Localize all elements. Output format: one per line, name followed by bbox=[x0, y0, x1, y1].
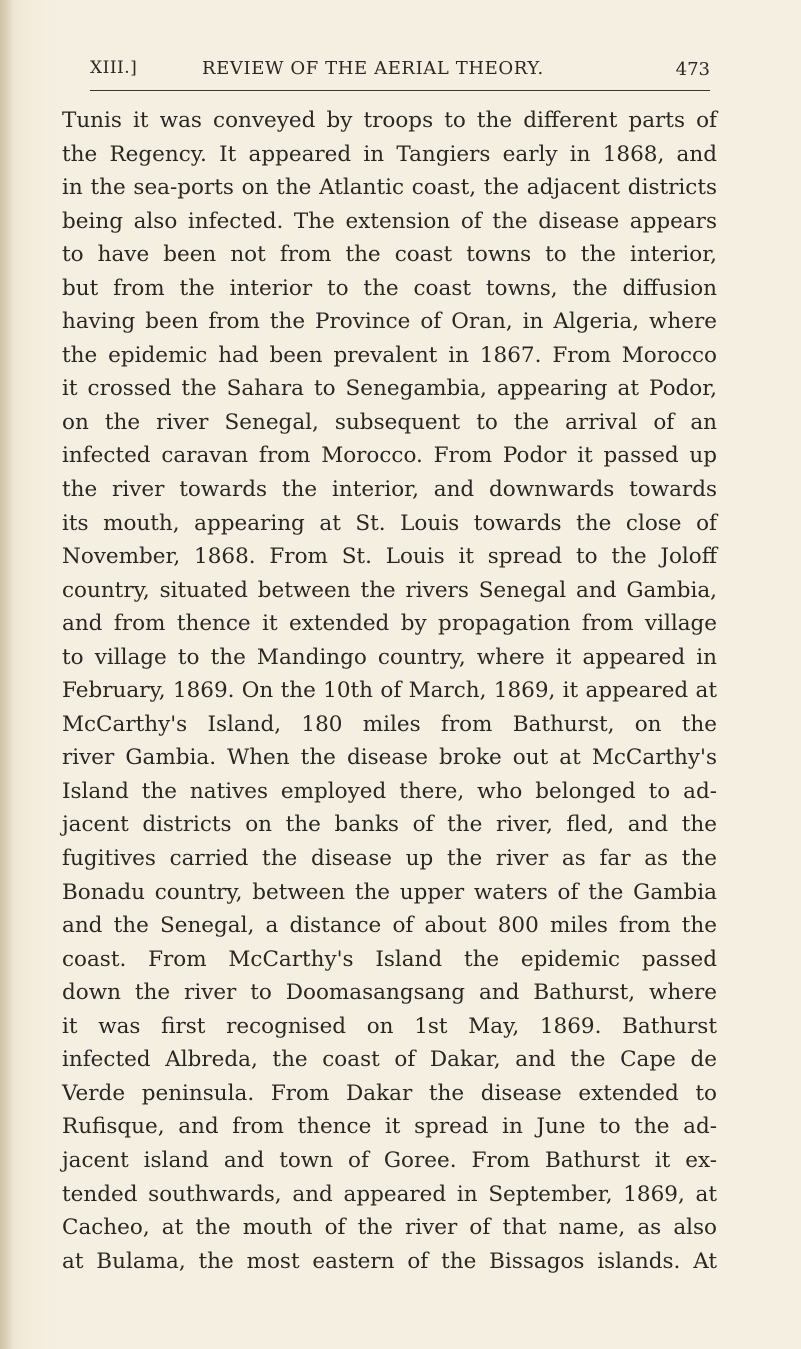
text-line: down the river to Doomasangsang and Bathurst, where bbox=[62, 980, 717, 1006]
text-line: it crossed the Sahara to Senegambia, appearing at Podor, bbox=[62, 376, 717, 402]
text-line: February, 1869. On the 10th of March, 1869, it appeared at bbox=[62, 678, 717, 704]
text-line: the epidemic had been prevalent in 1867. From Morocco bbox=[62, 342, 717, 368]
text-line: on the river Senegal, subsequent to the arrival of an bbox=[62, 409, 717, 435]
text-line: Bonadu country, between the upper waters of the Gambia bbox=[62, 879, 717, 905]
text-line: but from the interior to the coast towns, the diffusion bbox=[62, 275, 717, 301]
text-line: coast. From McCarthy's Island the epidemic passed bbox=[62, 946, 717, 972]
gutter-shadow bbox=[0, 0, 14, 1349]
text-line: to have been not from the coast towns to the interior, bbox=[62, 242, 717, 268]
body-paragraph bbox=[62, 104, 717, 1278]
text-line: being also infected. The extension of the disease appears bbox=[62, 208, 717, 234]
text-line: to village to the Mandingo country, where it appeared in bbox=[62, 644, 717, 670]
text-line: Island the natives employed there, who belonged to ad- bbox=[62, 778, 717, 804]
text-line: and the Senegal, a distance of about 800 miles from the bbox=[62, 913, 717, 939]
text-line: jacent island and town of Goree. From Bathurst it ex- bbox=[62, 1147, 717, 1173]
text-line: having been from the Province of Oran, in Algeria, where bbox=[62, 309, 717, 335]
text-line: infected Albreda, the coast of Dakar, and the Cape de bbox=[62, 1047, 717, 1073]
chapter-marker: XIII.] bbox=[90, 58, 138, 78]
text-line: at Bulama, the most eastern of the Bissagos islands. At bbox=[62, 1248, 717, 1274]
text-line: Rufisque, and from thence it spread in June to the ad- bbox=[62, 1114, 717, 1140]
running-head bbox=[90, 58, 710, 88]
text-line: country, situated between the rivers Senegal and Gambia, bbox=[62, 577, 717, 603]
text-line: Cacheo, at the mouth of the river of that name, as also bbox=[62, 1215, 717, 1241]
text-line: it was first recognised on 1st May, 1869. Bathurst bbox=[62, 1013, 717, 1039]
text-line: McCarthy's Island, 180 miles from Bathurst, on the bbox=[62, 711, 717, 737]
text-line: Verde peninsula. From Dakar the disease extended to bbox=[62, 1080, 717, 1106]
text-line: the river towards the interior, and downwards towards bbox=[62, 477, 717, 503]
text-line: and from thence it extended by propagation from village bbox=[62, 611, 717, 637]
text-line: tended southwards, and appeared in September, 1869, at bbox=[62, 1181, 717, 1207]
page-number: 473 bbox=[675, 59, 710, 80]
header-rule bbox=[90, 90, 710, 91]
text-line: river Gambia. When the disease broke out at McCarthy's bbox=[62, 745, 717, 771]
text-line: fugitives carried the disease up the river as far as the bbox=[62, 846, 717, 872]
text-line: its mouth, appearing at St. Louis towards the close of bbox=[62, 510, 717, 536]
text-line: infected caravan from Morocco. From Podor it passed up bbox=[62, 443, 717, 469]
text-line: in the sea-ports on the Atlantic coast, the adjacent districts bbox=[62, 175, 717, 201]
text-line: Tunis it was conveyed by troops to the different parts of bbox=[62, 108, 717, 133]
text-line: November, 1868. From St. Louis it spread to the Joloff bbox=[62, 544, 717, 570]
text-line: jacent districts on the banks of the river, fled, and the bbox=[62, 812, 717, 838]
running-title: REVIEW OF THE AERIAL THEORY. bbox=[202, 58, 544, 79]
text-line: the Regency. It appeared in Tangiers early in 1868, and bbox=[62, 141, 717, 167]
